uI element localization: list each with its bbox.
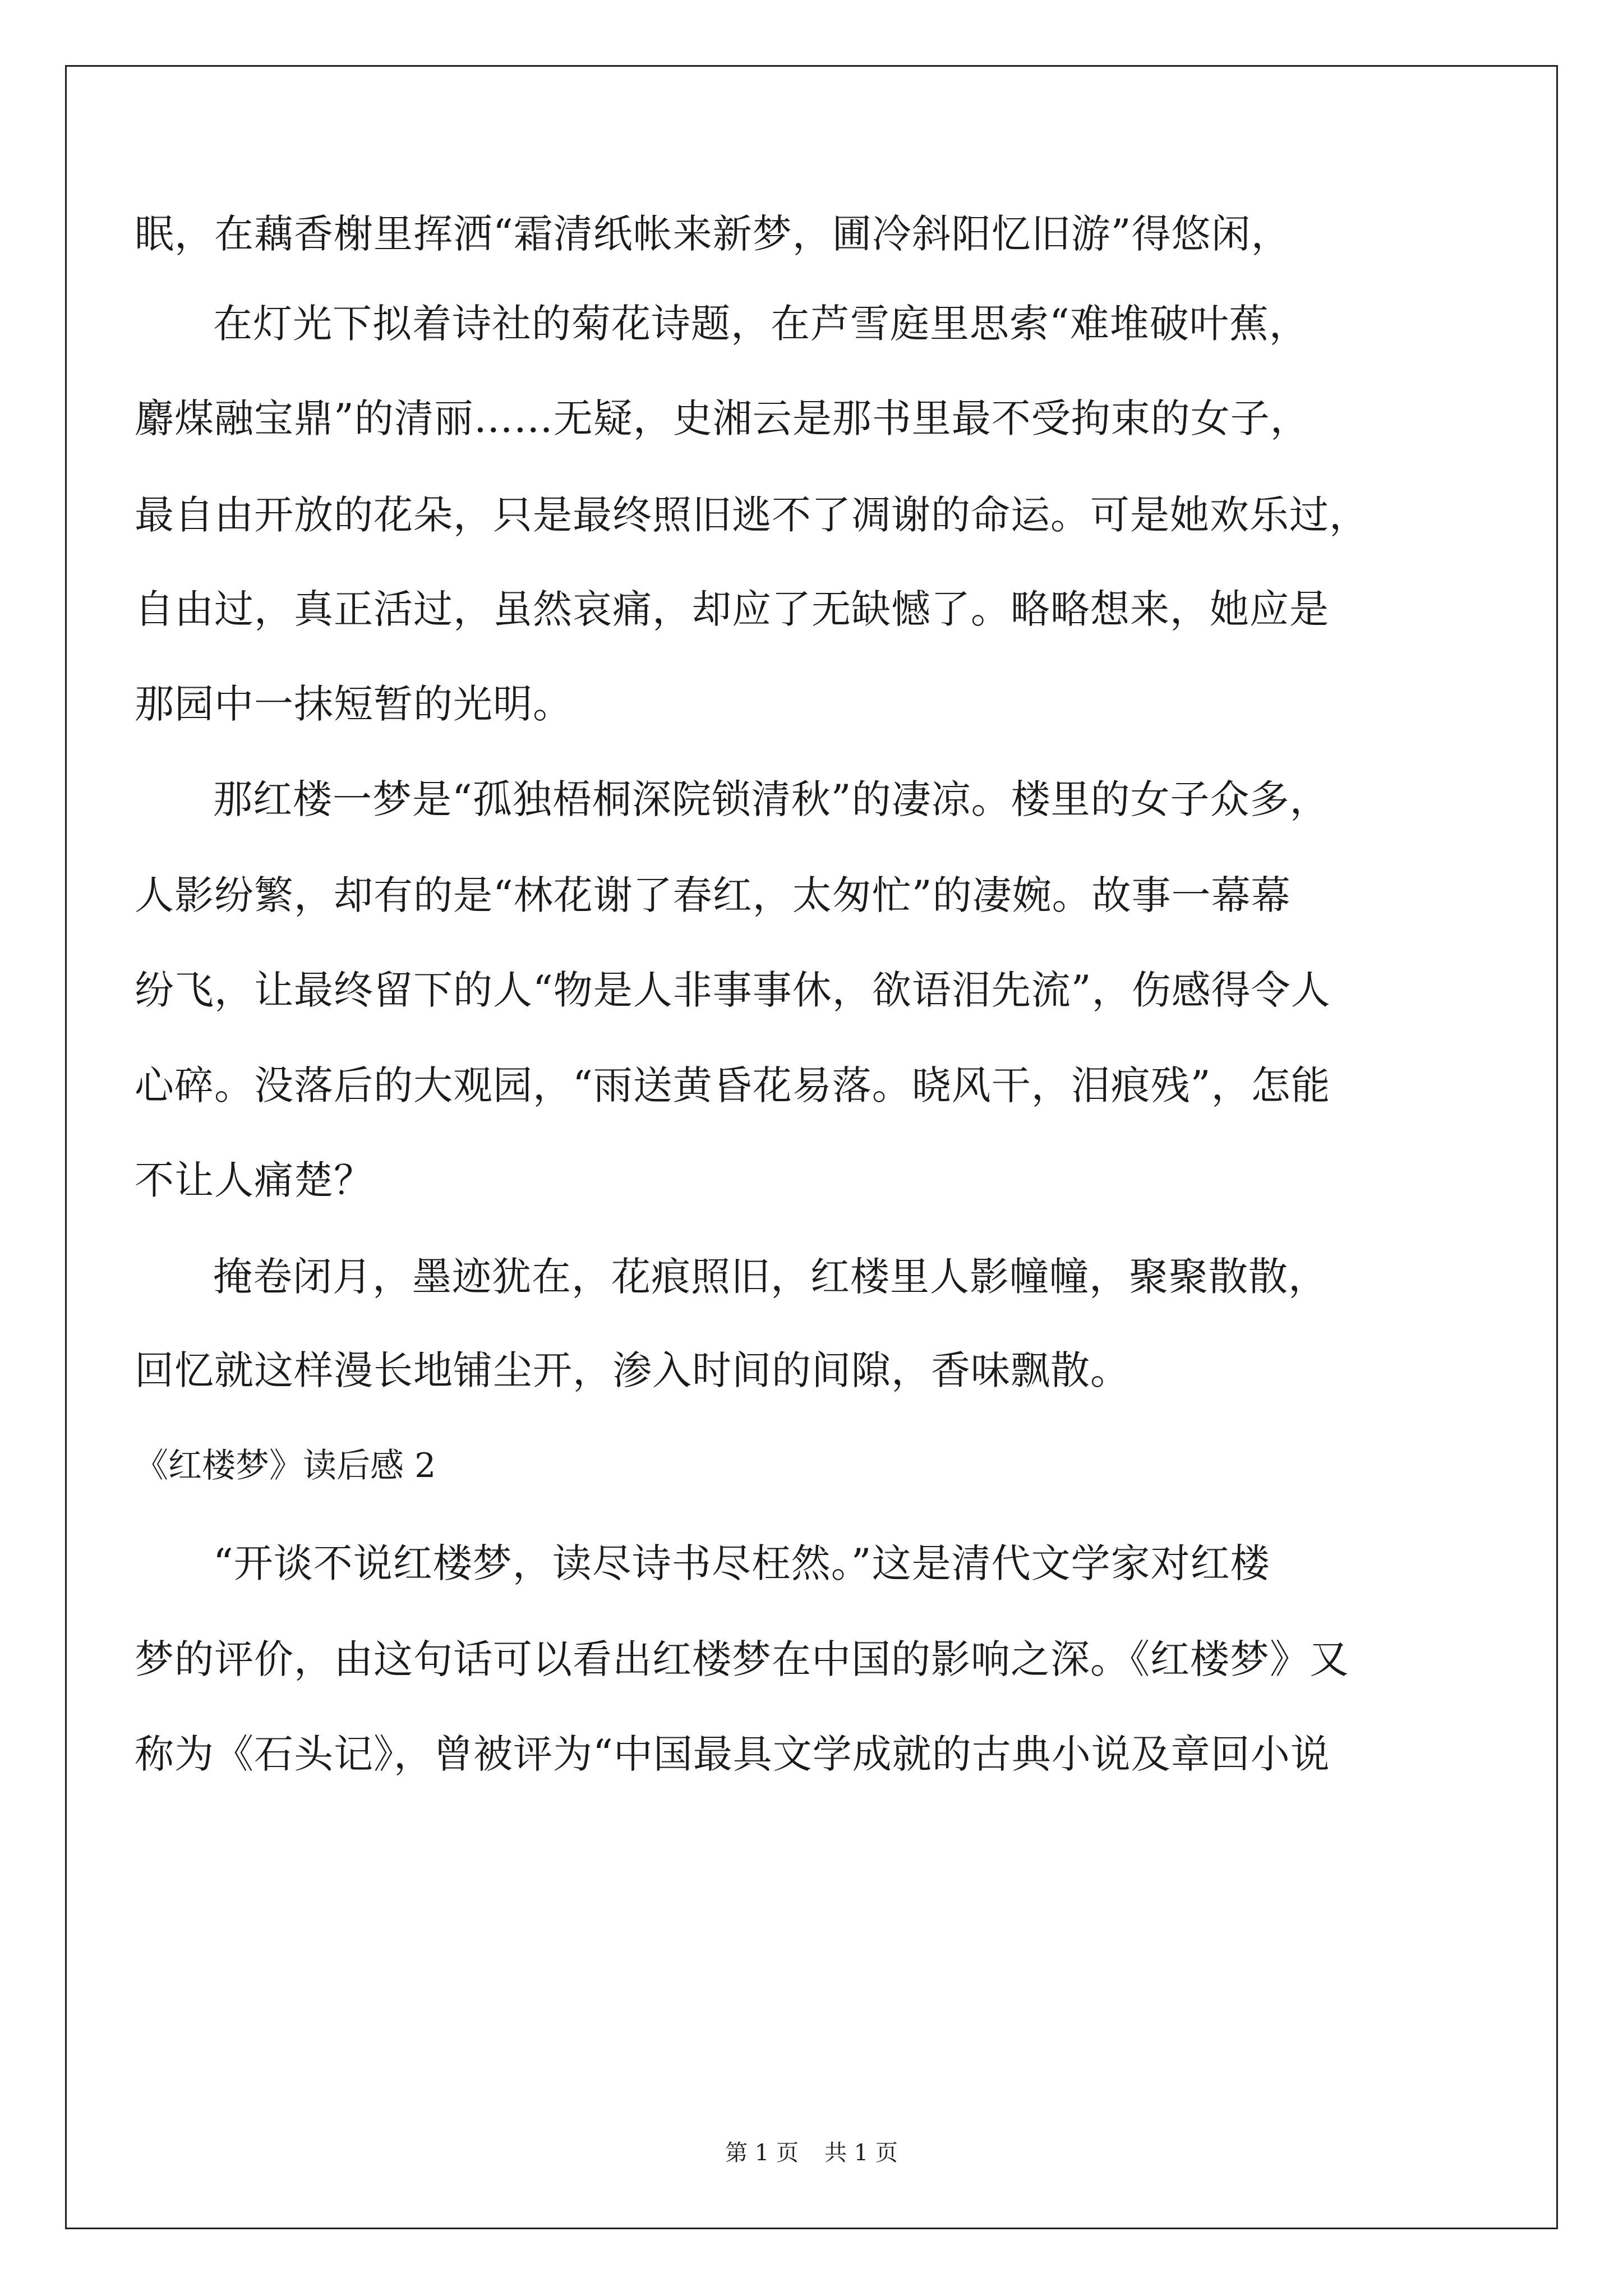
page-footer: [0, 2136, 1623, 2170]
page-number: 第 1 页: [725, 2140, 799, 2166]
text-line: 那红楼一梦是“孤独梧桐深院锁清秋”的凄凉。楼里的女子众多，: [213, 776, 1330, 822]
text-line: 那园中一抹短暂的光明。: [135, 681, 573, 727]
text-line: 自由过，真正活过，虽然哀痛，却应了无缺憾了。略略想来，她应是: [135, 586, 1329, 632]
text-line: 在灯光下拟着诗社的菊花诗题，在芦雪庭里思索“难堆破叶蕉，: [213, 301, 1309, 347]
text-line: 心碎。没落后的大观园，“雨送黄昏花易落。晓风干，泪痕残”，怎能: [135, 1062, 1331, 1108]
text-line: 不让人痛楚？: [135, 1157, 374, 1203]
text-line: 回忆就这样漫长地铺尘开，渗入时间的间隙，香味飘散。: [135, 1347, 1130, 1393]
text-line: “开谈不说红楼梦，读尽诗书尽枉然。”这是清代文学家对红楼: [213, 1540, 1270, 1586]
text-line: 称为《石头记》，曾被评为“中国最具文学成就的古典小说及章回小说: [135, 1731, 1330, 1777]
text-line: 眠，在藕香榭里挥洒“霜清纸帐来新梦，圃冷斜阳忆旧游”得悠闲，: [135, 211, 1291, 257]
text-line: 最自由开放的花朵，只是最终照旧逃不了凋谢的命运。可是她欢乐过，: [135, 492, 1369, 538]
text-line: 梦的评价，由这句话可以看出红楼梦在中国的影响之深。《红楼梦》又: [135, 1636, 1349, 1682]
page-total: 共 1 页: [824, 2140, 898, 2166]
text-line: 人影纷繁，却有的是“林花谢了春红，太匆忙”的凄婉。故事一幕幕: [135, 872, 1291, 918]
text-line: 纷飞，让最终留下的人“物是人非事事休，欲语泪先流”，伤感得令人: [135, 967, 1331, 1013]
page-border: [65, 65, 1558, 2229]
text-line: 掩卷闭月，墨迹犹在，花痕照旧，红楼里人影幢幢，聚聚散散，: [213, 1254, 1328, 1300]
text-line: 麝煤融宝鼎”的清丽……无疑，史湘云是那书里最不受拘束的女子，: [135, 395, 1310, 441]
section-heading: 《红楼梦》读后感 2: [135, 1446, 436, 1485]
